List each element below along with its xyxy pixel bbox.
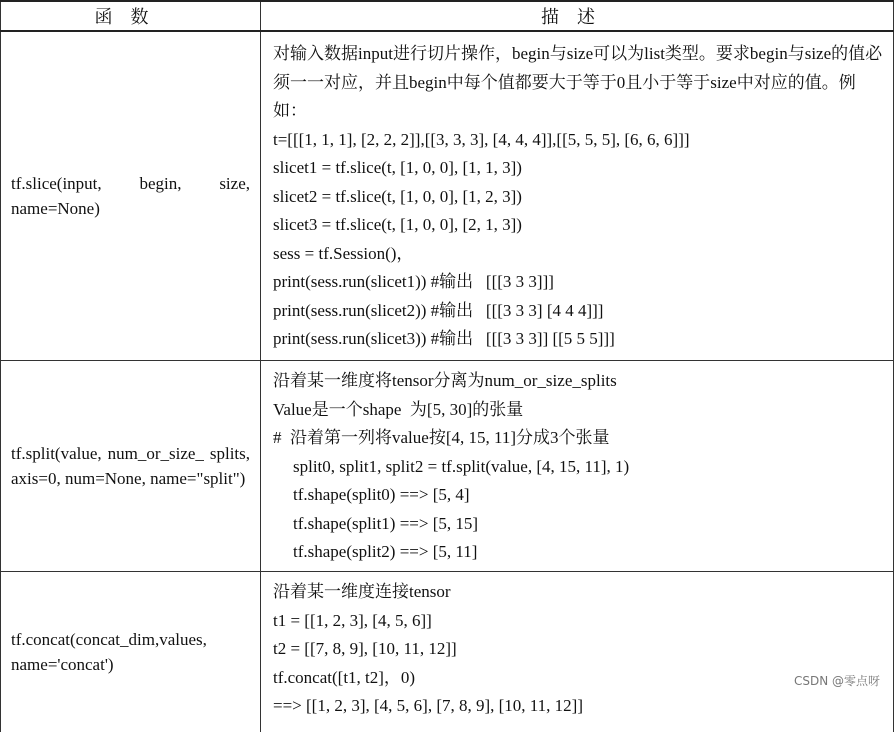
table-row <box>1 572 894 732</box>
description-line: # 沿着第一列将value按[4, 15, 11]分成3个张量 <box>273 424 883 453</box>
code-line: print(sess.run(slicet2)) #输出 [[[3 3 3] [4 4 4]]] <box>273 297 883 326</box>
description-line: 沿着某一维度连接tensor <box>273 578 883 607</box>
function-signature <box>1 31 261 361</box>
code-line: t=[[[1, 1, 1], [2, 2, 2]],[[3, 3, 3], [4, 4, 4]],[[5, 5, 5], [6, 6, 6]]] <box>273 126 883 155</box>
header-function: 函数 <box>1 1 261 31</box>
code-line: slicet3 = tf.slice(t, [1, 0, 0], [2, 1, 3]) <box>273 211 883 240</box>
code-line: print(sess.run(slicet1)) #输出 [[[3 3 3]]] <box>273 268 883 297</box>
code-line: slicet1 = tf.slice(t, [1, 0, 0], [1, 1, 3]) <box>273 154 883 183</box>
code-line: split0, split1, split2 = tf.split(value, [4, 15, 11], 1) <box>273 453 883 482</box>
function-text: tf.split(value, num_or_size_ splits, axis=0, num=None, name="split") <box>11 441 250 491</box>
description-intro: 对输入数据input进行切片操作，begin与size可以为list类型。要求begin与size的值必须一一对应，并且begin中每个值都要大于等于0且小于等于size中对应的值。例如： <box>273 40 883 126</box>
function-description <box>261 31 894 361</box>
code-line: tf.shape(split2) ==> [5, 11] <box>273 538 883 567</box>
function-text: tf.slice(input, begin, size, name=None) <box>11 171 250 221</box>
code-line: t2 = [[7, 8, 9], [10, 11, 12]] <box>273 635 883 664</box>
watermark: CSDN @零点呀 <box>794 672 880 689</box>
description-line: Value是一个shape 为[5, 30]的张量 <box>273 396 883 425</box>
code-line: sess = tf.Session()， <box>273 240 883 269</box>
function-text: tf.concat(concat_dim,values, name='concat') <box>11 627 250 677</box>
table-header <box>1 1 894 31</box>
code-line: tf.shape(split1) ==> [5, 15] <box>273 510 883 539</box>
code-line: ==> [[1, 2, 3], [4, 5, 6], [7, 8, 9], [10, 11, 12]] <box>273 692 883 721</box>
function-description <box>261 361 894 572</box>
table-row <box>1 31 894 361</box>
code-line: tf.shape(split0) ==> [5, 4] <box>273 481 883 510</box>
code-line: slicet2 = tf.slice(t, [1, 0, 0], [1, 2, 3]) <box>273 183 883 212</box>
code-line: t1 = [[1, 2, 3], [4, 5, 6]] <box>273 607 883 636</box>
header-description: 描述 <box>261 1 894 31</box>
function-signature <box>1 361 261 572</box>
code-line: tf.concat([t1, t2]，0) <box>273 664 883 693</box>
function-description <box>261 572 894 732</box>
function-signature <box>1 572 261 732</box>
code-line: print(sess.run(slicet3)) #输出 [[[3 3 3]] [[5 5 5]]] <box>273 325 883 354</box>
description-line: 沿着某一维度将tensor分离为num_or_size_splits <box>273 367 883 396</box>
table-row <box>1 361 894 572</box>
